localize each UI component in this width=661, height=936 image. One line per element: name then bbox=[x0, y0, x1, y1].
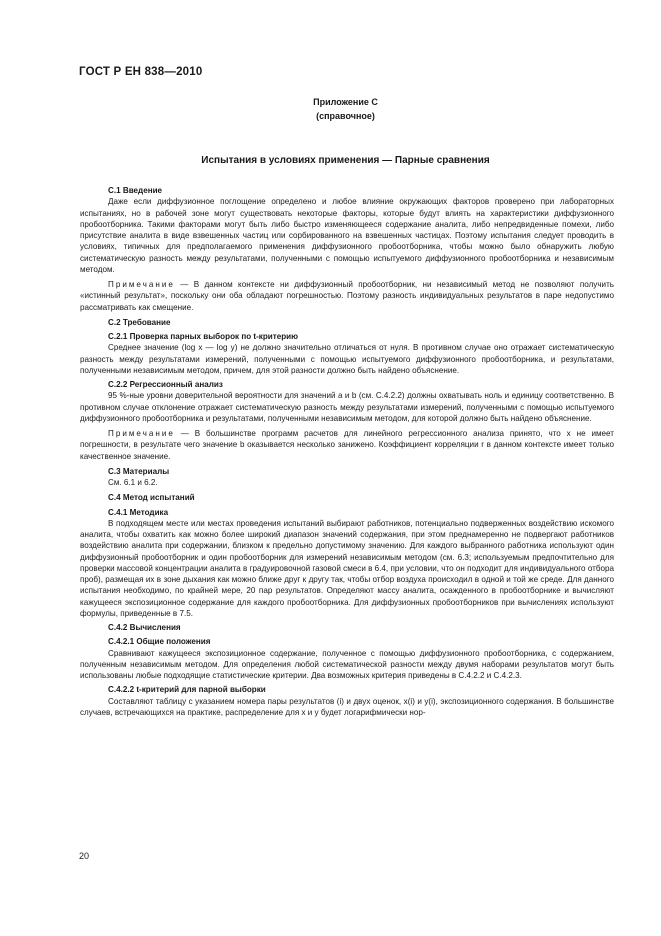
document-body bbox=[80, 185, 614, 718]
heading-c421: С.4.2.1 Общие положения bbox=[108, 637, 211, 647]
heading-c21: С.2.1 Проверка парных выборок по t-критерию bbox=[108, 332, 299, 341]
appendix-label: Приложение С bbox=[313, 97, 378, 107]
section-title: Испытания в условиях применения — Парные сравнения bbox=[201, 155, 490, 166]
document-header: ГОСТ Р ЕН 838—2010 bbox=[79, 66, 203, 78]
paragraph-c21: Среднее значение (log x — log y) не должно значительно отличаться от нуля. В противном случае оно отражает систематическую разность между результатами измерений, полученными с помощью испытуемого диффузионного пробоотборника, и результатами, полученными независимым методом, причем, для этой разности должно быть найдено объяснение. bbox=[80, 343, 614, 375]
heading-c4: С.4 Метод испытаний bbox=[108, 493, 195, 503]
note-label: Примечание bbox=[108, 280, 175, 289]
appendix-type: (справочное) bbox=[316, 111, 375, 121]
note-label: Примечание bbox=[108, 429, 175, 438]
paragraph-c41: В подходящем месте или местах проведения испытаний выбирают работников, потенциально подверженных воздействию искомого аналита, чтобы охватить как можно более широкий диапазон значений содержания, при этом преднамеренно не подвергают работников воздействию аналита при содержании, близком к предельно допустимому значению. Для каждого выбранного работника используют один диффузионный пробоотборник и один пробоотборник для измерений независимым методом (см. 6.3; используемым предпочтительно для проверки массовой концентрации аналита в градуировочной газовой смеси в 6.4, при условии, что он подходит для индивидуального отбора проб), размещая их в зоне дыхания как можно ближе друг к другу так, чтобы отбор воздуха происходил в одной и той же среде. Для данного испытания необходимо, по крайней мере, 20 пар результатов. Определяют массу аналита, осажденного в пробоотборнике и вычисляют кажущееся экспозиционное содержание для каждого пробоотборника. Для диффузионных пробоотборников при вычислениях используют формулы, приведенные в 7.5. bbox=[80, 518, 614, 618]
heading-c2: С.2 Требование bbox=[108, 317, 171, 327]
heading-c422: С.4.2.2 t-критерий для парной выборки bbox=[108, 685, 266, 695]
heading-c41: С.4.1 Методика bbox=[108, 507, 169, 517]
page-number: 20 bbox=[79, 851, 90, 861]
note-c22 bbox=[80, 428, 614, 462]
heading-c3: С.3 Материалы bbox=[108, 466, 170, 476]
heading-c42: С.4.2 Вычисления bbox=[108, 623, 181, 632]
heading-c1: С.1 Введение bbox=[108, 186, 163, 195]
note-c1 bbox=[80, 279, 614, 313]
appendix-label-block bbox=[0, 95, 661, 123]
paragraph-c422: Составляют таблицу с указанием номера пары результатов (i) и двух оценок, x(i) и y(i), экспозиционного содержания. В большинстве случаев, встречающихся на практике, распределение для x и y будет логарифмически нор- bbox=[80, 696, 614, 717]
heading-c22: С.2.2 Регрессионный анализ bbox=[108, 380, 223, 389]
note-text: — В большинстве программ расчетов для линейного регрессионного анализа принято, что x не имеет погрешности, в результате чего значение b оказывается несколько занижено. Коэффициент корреляции r в данном контексте имеет только качественное значение. bbox=[80, 429, 614, 461]
paragraph-c1: Даже если диффузионное поглощение определено и любое влияние окружающих факторов проверено при лабораторных испытаниях, но в рабочей зоне могут существовать некоторые факторы, которые будут влиять на характеристики диффузионного пробоотборника. Такими факторами могут быть либо быстро изменяющееся содержание аналита, либо непредвиденные помехи, либо присутствие аналита в виде взвешенных частиц или сорбированного на взвешенных частицах. Поэтому испытания следует проводить в условиях, типичных для предполагаемого применения диффузионного пробоотборника, чтобы можно было обнаружить любую систематическую разность между результатами, полученными с помощью испытуемого диффузионного пробоотборника и независимым методом. bbox=[80, 197, 614, 274]
note-text: — В данном контексте ни диффузионный пробоотборник, ни независимый метод не позволяют получить «истинный результат», поскольку они оба обладают погрешностью. Поэтому разность индивидуальных результатов в паре недопустимо рассматривать как смещение. bbox=[80, 280, 614, 312]
paragraph-c421: Сравнивают кажущееся экспозиционное содержание, полученное с помощью диффузионного пробоотборника, с содержанием, полученным независимым методом. Для определения любой систематической разности между двумя наборами результатов могут быть использованы любые подходящие статистические критерии. Два возможных критерия приведены в С.4.2.2 и С.4.2.3. bbox=[80, 648, 614, 680]
paragraph-c3: См. 6.1 и 6.2. bbox=[108, 478, 158, 487]
paragraph-c22: 95 %-ные уровни доверительной вероятности для значений a и b (см. С.4.2.2) должны охватывать ноль и единицу соответственно. В противном случае отклонение отражает систематическую разность между результатами измерений, полученными с помощью испытуемого диффузионного пробоотборника и результатами, полученными независимым методом, для которой должно быть найдено объяснение. bbox=[80, 391, 614, 423]
